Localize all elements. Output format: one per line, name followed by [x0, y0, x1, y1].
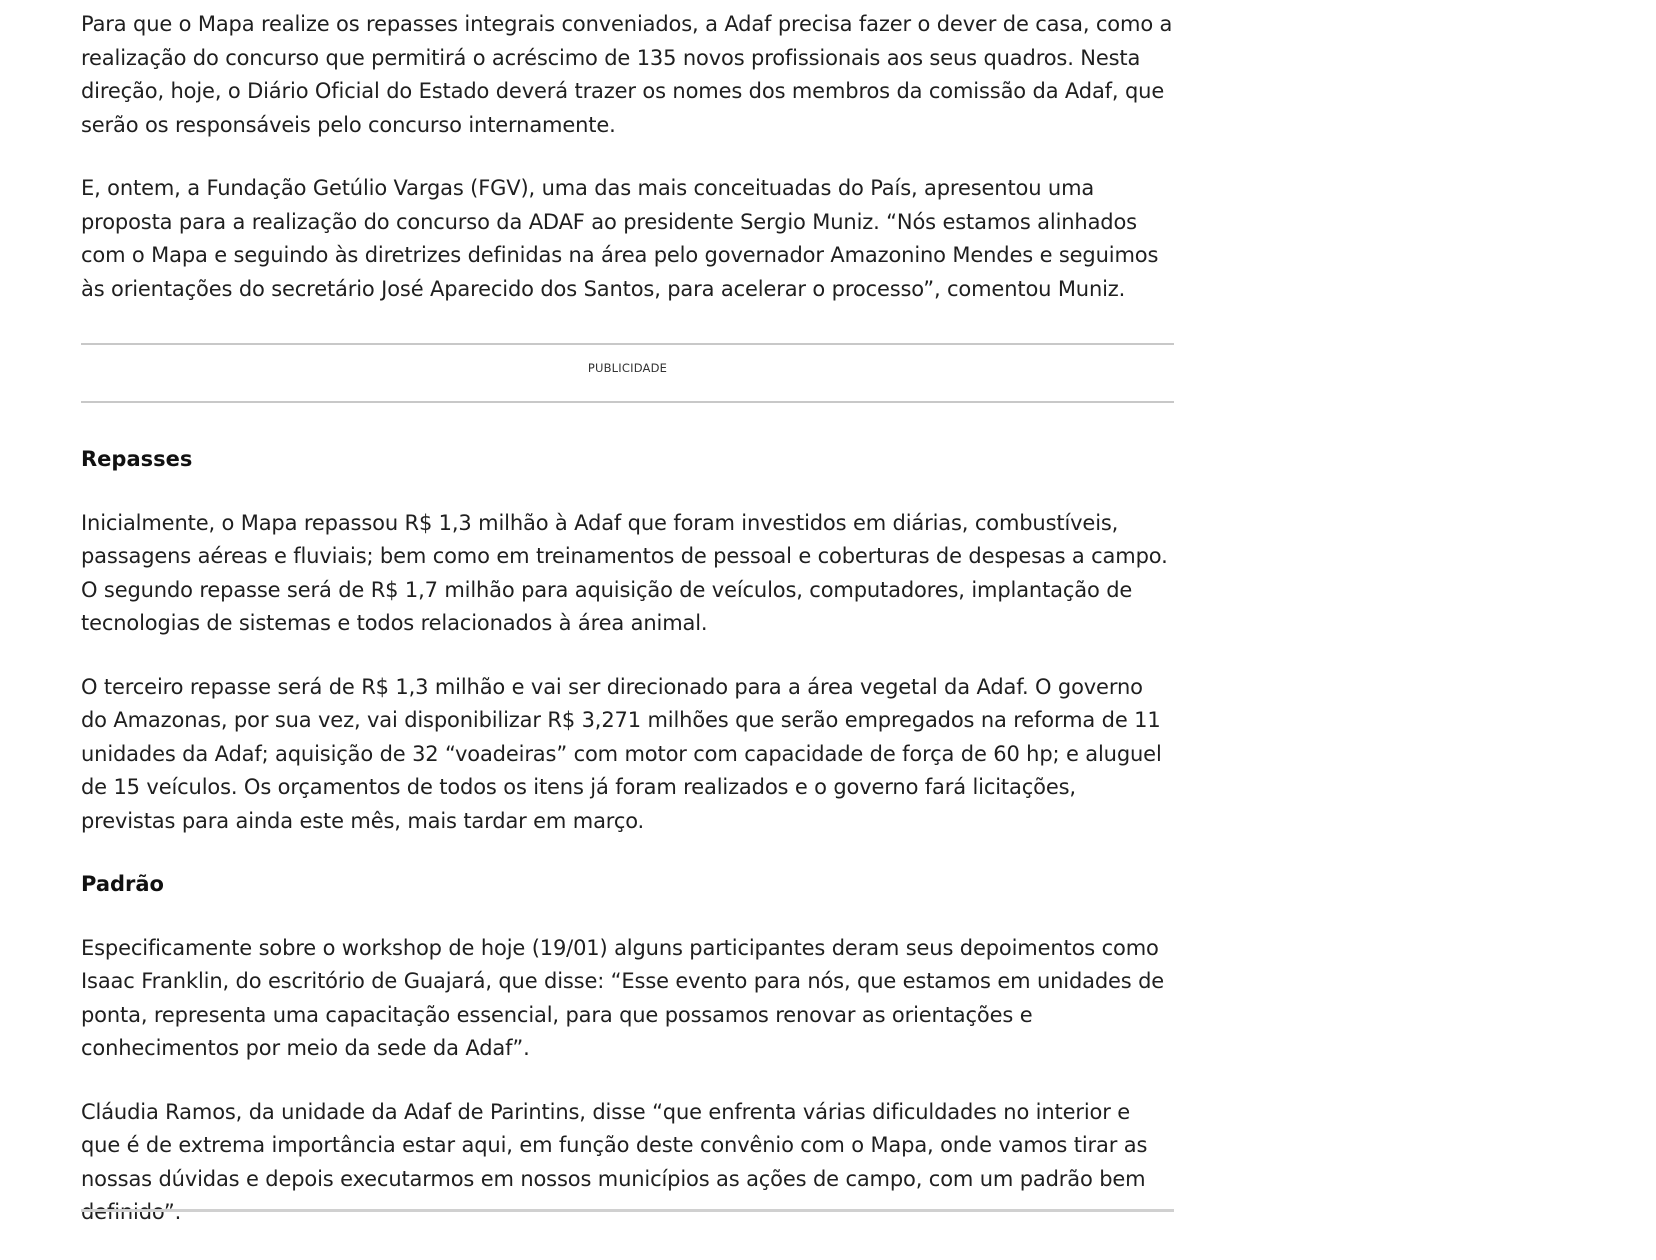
section-heading-repasses: Repasses — [81, 447, 193, 471]
article-paragraph: Inicialmente, o Mapa repassou R$ 1,3 milhão à Adaf que foram investidos em diárias, combustíveis, passagens aéreas e fluviais; bem como em treinamentos de pessoal e coberturas de despesas a campo. O segundo repasse será de R$ 1,7 milhão para aquisição de veículos, computadores, implantação de tecnologias de sistemas e todos relacionados à área animal. — [81, 510, 1168, 635]
section-heading-padrao: Padrão — [81, 872, 164, 896]
article-paragraph: Especificamente sobre o workshop de hoje (19/01) alguns participantes deram seus depoimentos como Isaac Franklin, do escritório de Guajará, que disse: “Esse evento para nós, que estamos em unidades de ponta, representa uma capacitação essencial, para que possamos renovar as orientações e conhecimentos por meio da sede da Adaf”. — [81, 935, 1165, 1060]
article-paragraph: E, ontem, a Fundação Getúlio Vargas (FGV), uma das mais conceituadas do País, apresentou uma proposta para a realização do concurso da ADAF ao presidente Sergio Muniz. “Nós estamos alinhados com o Mapa e seguindo às diretrizes definidas na área pelo governador Amazonino Mendes e seguimos às orientações do secretário José Aparecido dos Santos, para acelerar o processo”, comentou Muniz. — [81, 176, 1159, 301]
ad-label: PUBLICIDADE — [587, 361, 668, 375]
article-paragraph: O terceiro repasse será de R$ 1,3 milhão e vai ser direcionado para a área vegetal da Adaf. O governo do Amazonas, por sua vez, vai disponibilizar R$ 3,271 milhões que serão empregados na reforma de 11 unidades da Adaf; aquisição de 32 “voadeiras” com motor com capacidade de força de 60 hp; e aluguel de 15 veículos. Os orçamentos de todos os itens já foram realizados e o governo fará licitações, previstas para ainda este mês, mais tardar em março. — [81, 674, 1162, 833]
article-body — [81, 8, 1174, 1260]
article-paragraph: Para que o Mapa realize os repasses integrais conveniados, a Adaf precisa fazer o dever de casa, como a realização do concurso que permitirá o acréscimo de 135 novos profissionais aos seus quadros. Nesta direção, hoje, o Diário Oficial do Estado deverá trazer os nomes dos membros da comissão da Adaf, que serão os responsáveis pelo concurso internamente. — [81, 12, 1173, 137]
advertisement-slot — [81, 343, 1174, 403]
article-paragraph: Cláudia Ramos, da unidade da Adaf de Parintins, disse “que enfrenta várias dificuldades no interior e que é de extrema importância estar aqui, em função deste convênio com o Mapa, onde vamos tirar as nossas dúvidas e depois executarmos em nossos municípios as ações de campo, com um padrão bem definido”. — [81, 1099, 1148, 1224]
section-divider — [81, 1209, 1174, 1212]
